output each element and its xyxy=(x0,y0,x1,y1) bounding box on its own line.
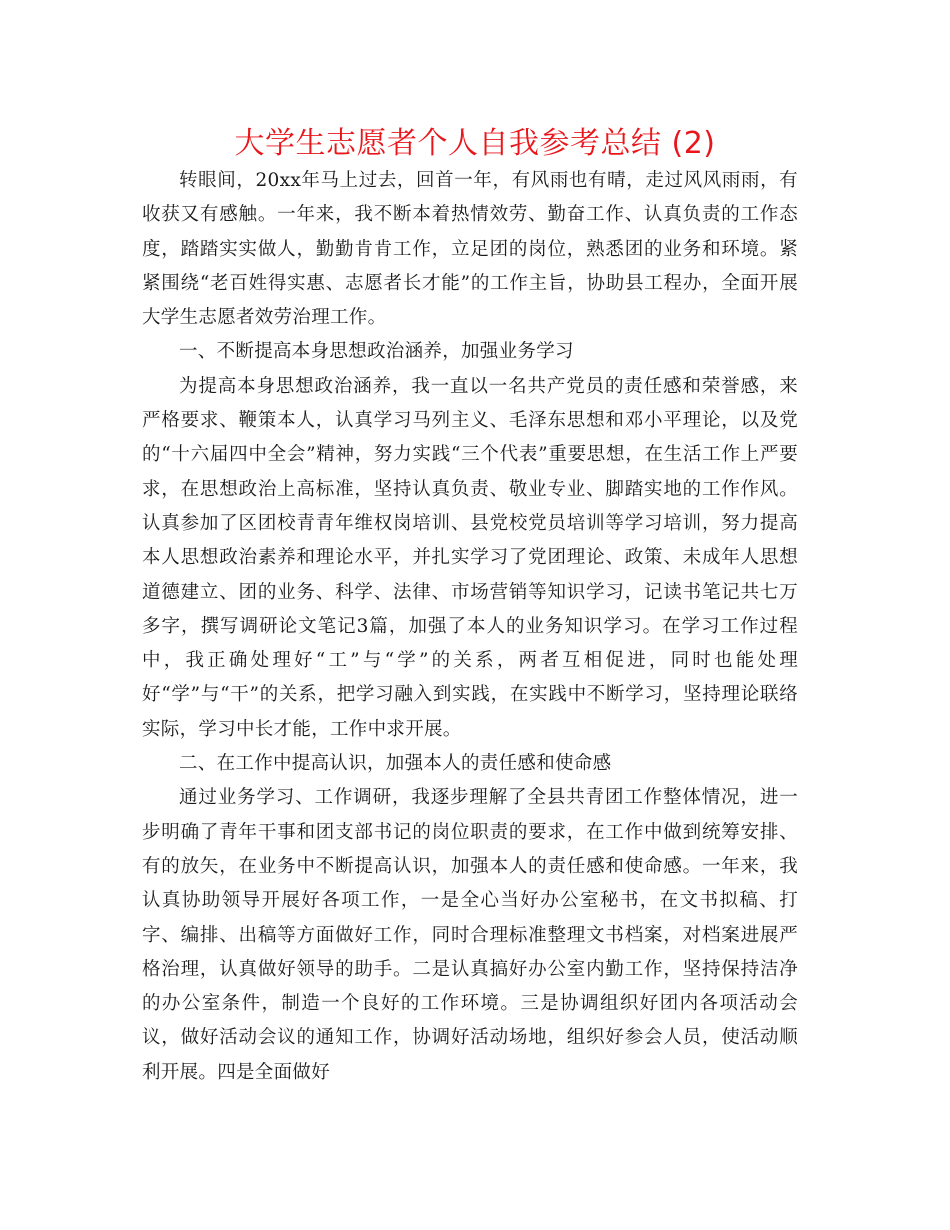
document-body xyxy=(142,164,798,1090)
section-heading-2: 二、在工作中提高认识，加强本人的责任感和使命感 xyxy=(179,753,612,775)
paragraph-intro: 转眼间，20xx年马上过去，回首一年，有风雨也有晴，走过风风雨雨，有收获又有感触。一年来，我不断本着热情效劳、勤奋工作、认真负责的工作态度，踏踏实实做人，勤勤肯肯工作，立足团的岗位，熟悉团的业务和环境。紧紧围绕“老百姓得实惠、志愿者长才能”的工作主旨，协助县工程办，全面开展大学生志愿者效劳治理工作。 xyxy=(142,170,798,329)
paragraph-section-2: 通过业务学习、工作调研，我逐步理解了全县共青团工作整体情况，进一步明确了青年干事和团支部书记的岗位职责的要求，在工作中做到统筹安排、有的放矢，在业务中不断提高认识，加强本人的责任感和使命感。一年来，我认真协助领导开展好各项工作，一是全心当好办公室秘书，在文书拟稿、打字、编排、出稿等方面做好工作，同时合理标准整理文书档案，对档案进展严格治理，认真做好领导的助手。二是认真搞好办公室内勤工作，坚持保持洁净的办公室条件，制造一个良好的工作环境。三是协调组织好团内各项活动会议，做好活动会议的通知工作，协调好活动场地，组织好参会人员，使活动顺利开展。四是全面做好 xyxy=(142,787,798,1083)
document-title: 大学生志愿者个人自我参考总结 (2) xyxy=(234,126,716,161)
section-heading-1: 一、不断提高本身思想政治涵养，加强业务学习 xyxy=(179,341,574,363)
paragraph-section-1: 为提高本身思想政治涵养，我一直以一名共产党员的责任感和荣誉感，来严格要求、鞭策本人，认真学习马列主义、毛泽东思想和邓小平理论，以及党的“十六届四中全会”精神，努力实践“三个代表”重要思想，在生活工作上严要求，在思想政治上高标准，坚持认真负责、敬业专业、脚踏实地的工作作风。认真参加了区团校青青年维权岗培训、县党校党员培训等学习培训，努力提高本人思想政治素养和理论水平，并扎实学习了党团理论、政策、未成年人思想道德建立、团的业务、科学、法律、市场营销等知识学习，记读书笔记共七万多字，撰写调研论文笔记3篇，加强了本人的业务知识学习。在学习工作过程中，我正确处理好“工”与“学”的关系，两者互相促进，同时也能处理好“学”与“干”的关系，把学习融入到实践，在实践中不断学习，坚持理论联络实际，学习中长才能，工作中求开展。 xyxy=(142,375,798,740)
